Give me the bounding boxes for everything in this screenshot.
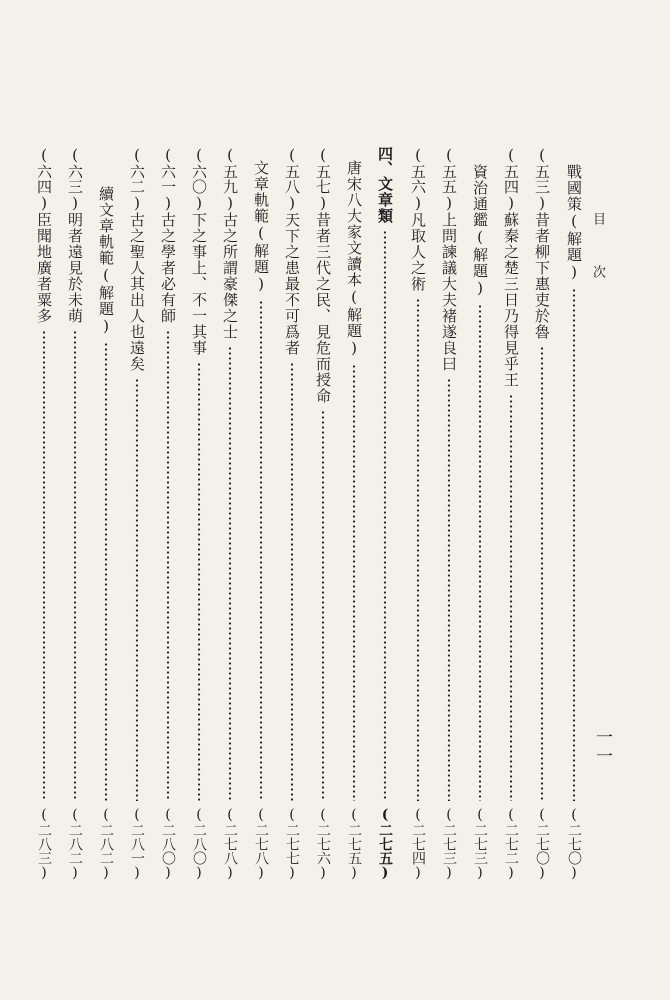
entry-page: (二七〇) — [566, 807, 582, 881]
entry-number: (五八) — [283, 146, 301, 212]
entry-page: (二七六) — [315, 807, 331, 881]
entry-page: (二八三) — [36, 807, 52, 881]
entry-number: (六〇) — [190, 146, 208, 212]
leader-dots — [373, 230, 397, 801]
entry-title: 古之學者必有師 — [159, 212, 177, 324]
toc-entry — [562, 146, 586, 881]
page-number: 一一 — [592, 728, 612, 766]
leader-dots — [156, 330, 180, 801]
leader-dots — [218, 346, 242, 801]
toc-entry — [125, 146, 149, 881]
toc-entry — [311, 146, 335, 881]
toc-entry — [63, 146, 87, 881]
entry-page: (二八二) — [67, 807, 83, 881]
toc-entry — [187, 146, 211, 881]
entry-title: 臣聞地廣者粟多 — [35, 212, 53, 324]
leader-dots — [63, 330, 87, 801]
entry-title: 明者遠見於未萌 — [66, 212, 84, 324]
entry-title: 昔者三代之民、見危而授命 — [314, 212, 332, 404]
leader-dots — [311, 410, 335, 801]
entry-page: (二七二) — [503, 807, 519, 881]
entry-number: (五三) — [533, 146, 551, 212]
leader-dots — [406, 298, 430, 801]
entry-page: (二七三) — [472, 807, 488, 881]
entry-title: 古之聖人其出人也遠矣 — [128, 212, 146, 372]
leader-dots — [249, 300, 273, 801]
entry-page: (二七五) — [377, 807, 393, 881]
toc-entry — [468, 146, 492, 881]
entry-number: (六四) — [35, 146, 53, 212]
toc-section-heading — [373, 146, 397, 881]
entry-title: 凡取人之術 — [409, 212, 427, 292]
toc-entry — [249, 146, 273, 881]
entry-page: (二七七) — [284, 807, 300, 881]
section-title: 文章類 — [376, 176, 394, 224]
entry-page: (二八二) — [98, 807, 114, 881]
entry-title: 上問諫議大夫褚遂良曰 — [440, 212, 458, 372]
entry-page: (二八〇) — [191, 807, 207, 881]
leader-dots — [125, 378, 149, 801]
entry-number: (五五) — [440, 146, 458, 212]
leader-dots — [32, 330, 56, 801]
entry-number: (六一) — [159, 146, 177, 212]
toc-entry — [280, 146, 304, 881]
entry-number: (五六) — [409, 146, 427, 212]
toc-entry — [94, 146, 118, 881]
entry-title: 續文章軌範(解題) — [97, 186, 115, 336]
entry-title: 戰國策(解題) — [565, 164, 583, 282]
section-number: 四、 — [376, 146, 394, 176]
leader-dots — [187, 362, 211, 801]
entry-title: 昔者柳下惠吏於魯 — [533, 212, 551, 340]
entry-page: (二七八) — [222, 807, 238, 881]
toc-entry — [342, 146, 366, 881]
entry-title: 資治通鑑(解題) — [471, 164, 489, 298]
leader-dots — [94, 342, 118, 801]
toc-entry — [530, 146, 554, 881]
entry-title: 古之所謂豪傑之士 — [221, 212, 239, 340]
entry-title: 唐宋八大家文讀本(解題) — [345, 160, 363, 358]
entry-number: (六二) — [128, 146, 146, 212]
entry-page: (二八一) — [129, 807, 145, 881]
entry-number: (五九) — [221, 146, 239, 212]
entry-page: (二七〇) — [534, 807, 550, 881]
toc-entry — [499, 146, 523, 881]
entry-title: 蘇秦之楚三日乃得見乎王 — [502, 212, 520, 388]
entry-page: (二七四) — [410, 807, 426, 881]
leader-dots — [437, 378, 461, 801]
leader-dots — [530, 346, 554, 801]
leader-dots — [280, 362, 304, 801]
toc-entry — [218, 146, 242, 881]
entry-page: (二七三) — [441, 807, 457, 881]
entry-number: (五七) — [314, 146, 332, 212]
entry-page: (二八〇) — [160, 807, 176, 881]
toc-entry — [406, 146, 430, 881]
entry-number: (六三) — [66, 146, 84, 212]
entry-page: (二七五) — [346, 807, 362, 881]
leader-dots — [562, 288, 586, 801]
entry-title: 文章軌範(解題) — [252, 160, 270, 294]
leader-dots — [468, 304, 492, 801]
leader-dots — [342, 364, 366, 801]
entry-page: (二七八) — [253, 807, 269, 881]
toc-entry — [32, 146, 56, 881]
entry-title: 天下之患最不可爲者 — [283, 212, 301, 356]
entry-number: (五四) — [502, 146, 520, 212]
leader-dots — [499, 394, 523, 801]
toc-entry — [437, 146, 461, 881]
entry-title: 下之事上、不一其事 — [190, 212, 208, 356]
toc-entry — [156, 146, 180, 881]
running-header-title: 目次 — [590, 212, 605, 318]
